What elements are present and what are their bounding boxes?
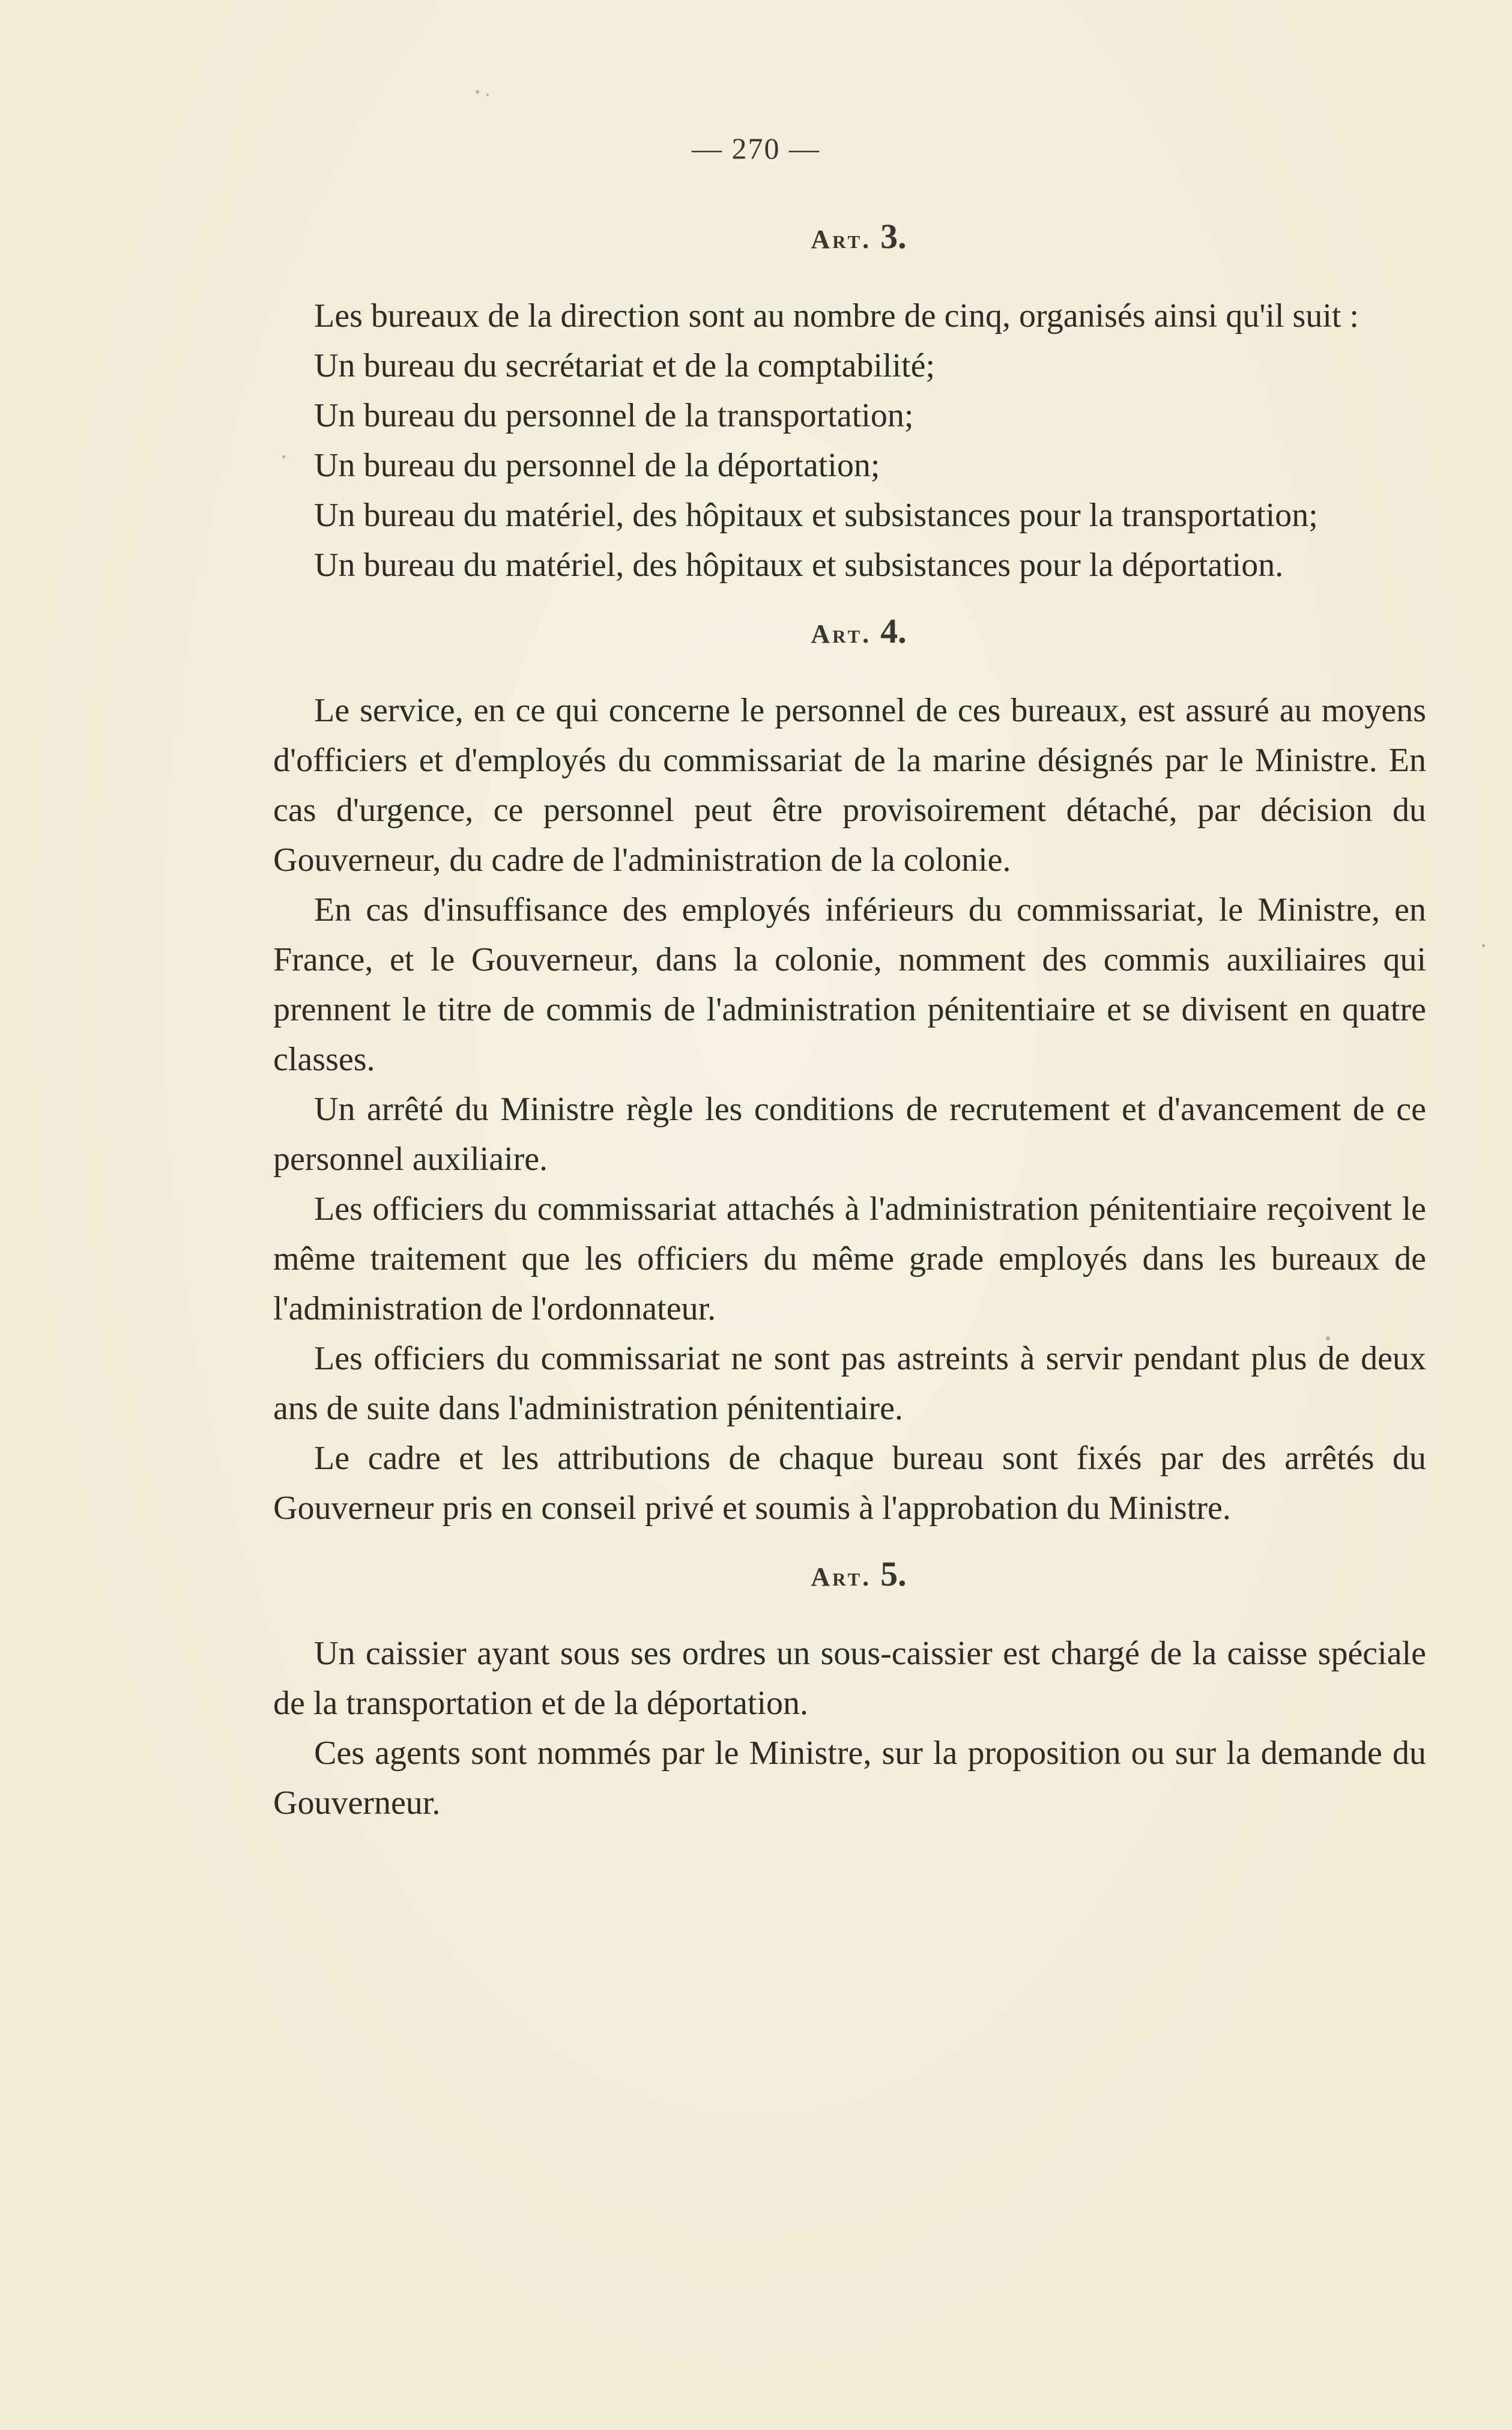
list-item: Un bureau du secrétariat et de la comptabilité; — [314, 347, 936, 384]
paper-speck — [476, 90, 479, 94]
article-4-paragraph: Le cadre et les attributions de chaque bureau sont fixés par des arrêtés du Gouverneur pris en conseil privé et soumis à l'approbation du Ministre. — [273, 1440, 1426, 1527]
article-number: 5. — [880, 1554, 907, 1593]
article-4-heading — [273, 611, 1426, 651]
list-item: Un bureau du personnel de la déportation; — [314, 447, 880, 484]
page-number: — 270 — — [692, 132, 820, 165]
article-5-paragraph: Un caissier ayant sous ses ordres un sous-caissier est chargé de la caisse spéciale de la transportation et de la déportation. — [273, 1635, 1426, 1722]
list-item: Un bureau du personnel de la transportation; — [314, 397, 914, 434]
article-number: 4. — [880, 611, 907, 650]
article-4-paragraph: Un arrêté du Ministre règle les conditions de recrutement et d'avancement de ce personnel auxiliaire. — [273, 1091, 1426, 1178]
paper-speck — [486, 94, 489, 96]
article-label: Art. — [811, 1562, 872, 1592]
paper-speck — [1482, 944, 1485, 947]
article-number: 3. — [880, 217, 907, 256]
article-5-paragraph: Ces agents sont nommés par le Ministre, sur la proposition ou sur la demande du Gouverneur. — [273, 1735, 1426, 1822]
list-item: Un bureau du matériel, des hôpitaux et subsistances pour la transportation; — [314, 497, 1318, 534]
article-4-paragraph: Le service, en ce qui concerne le personnel de ces bureaux, est assuré au moyens d'officiers et d'employés du commissariat de la marine désignés par le Ministre. En cas d'urgence, ce personnel peut être provisoirement détaché, par décision du Gouverneur, du cadre de l'administration de la colonie. — [273, 692, 1426, 879]
article-3-heading — [273, 216, 1426, 256]
list-item: Un bureau du matériel, des hôpitaux et subsistances pour la déportation. — [314, 547, 1284, 584]
article-3-intro: Les bureaux de la direction sont au nombre de cinq, organisés ainsi qu'il suit : — [314, 297, 1359, 335]
article-4-paragraph: Les officiers du commissariat attachés à l'administration pénitentiaire reçoivent le même traitement que les officiers du même grade employés dans les bureaux de l'administration de l'ordonnateur. — [273, 1190, 1426, 1327]
article-4-paragraph: Les officiers du commissariat ne sont pas astreints à servir pendant plus de deux ans de suite dans l'administration pénitentiaire. — [273, 1340, 1426, 1427]
article-5-heading — [273, 1554, 1426, 1594]
page-body — [273, 216, 1426, 1828]
article-label: Art. — [811, 225, 872, 254]
article-label: Art. — [811, 619, 872, 649]
article-4-paragraph: En cas d'insuffisance des employés inférieurs du commissariat, le Ministre, en France, et le Gouverneur, dans la colonie, nomment des commis auxiliaires qui prennent le titre de commis de l'administration pénitentiaire et se divisent en quatre classes. — [273, 891, 1426, 1078]
